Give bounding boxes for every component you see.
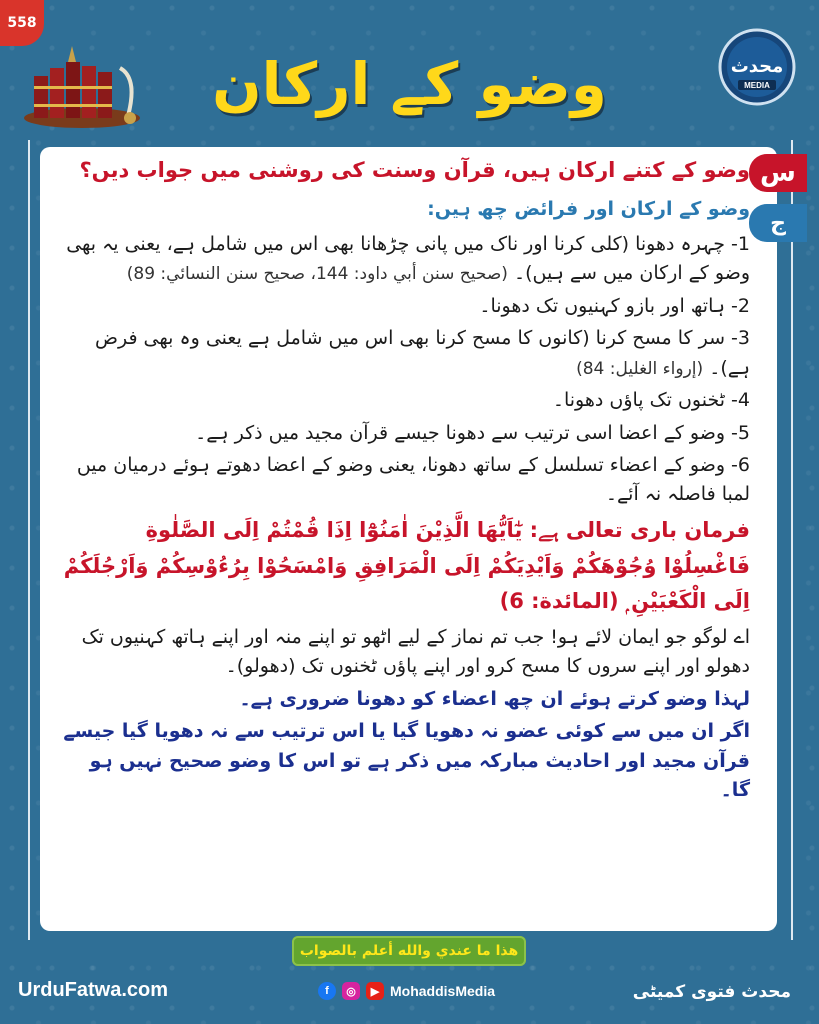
item-3-reference: (إرواء الغليل: 84) bbox=[576, 358, 704, 379]
answer-tag: ج bbox=[749, 204, 807, 242]
list-item bbox=[60, 324, 750, 383]
footer-organization: محدث فتوی کمیٹی bbox=[632, 982, 791, 1002]
list-item bbox=[60, 386, 750, 415]
mohaddis-logo bbox=[718, 28, 796, 106]
ayah-intro: فرمان باری تعالی ہے: bbox=[529, 517, 750, 542]
facebook-icon[interactable]: f bbox=[318, 982, 336, 1000]
list-item bbox=[60, 230, 750, 289]
ayah-text: يٰٓاَيُّهَا الَّذِيْنَ اٰمَنُوْٓا اِذَا قُمْتُمْ اِلَى الصَّلٰوةِ فَاغْسِلُوْا وُجُوْهَكُمْ وَاَيْدِيَكُمْ اِلَى الْمَرَافِقِ وَامْسَحُوْا بِرُءُوْسِكُمْ وَاَرْجُلَكُمْ اِلَى الْكَعْبَيْنِ ۭ bbox=[63, 517, 750, 614]
conclusion-2: اگر ان میں سے کوئی عضو نہ دھویا گیا یا اس ترتیب سے نہ دھویا گیا جیسے قرآن مجید اور احادیث مبارکہ میں ذکر ہے تو اس کا وضو صحیح نہیں ہو گا۔ bbox=[63, 720, 750, 802]
logo-text: محدث bbox=[730, 56, 784, 77]
item-5: 5- وضو کے اعضا اسی ترتیب سے دھونا جیسے قرآن مجید میں ذکر ہے۔ bbox=[195, 421, 750, 444]
list-item bbox=[60, 292, 750, 321]
closing-banner: هذا ما عندي والله أعلم بالصواب bbox=[292, 936, 526, 966]
conclusion-1: لہذا وضو کرتے ہوئے ان چھ اعضاء کو دھونا ضروری ہے۔ bbox=[239, 687, 750, 710]
logo-sub: MEDIA bbox=[744, 81, 770, 90]
answer-intro: وضو کے ارکان اور فرائض چھ ہیں: bbox=[427, 197, 750, 220]
item-1: 1- چہرہ دھونا (کلی کرنا اور ناک میں پانی چڑھانا بھی اس میں شامل ہے، یعنی یہ بھی وضو کے ارکان میں سے ہیں)۔ bbox=[66, 232, 750, 285]
question-tag: س bbox=[749, 154, 807, 192]
item-3: 3- سر کا مسح کرنا (کانوں کا مسح کرنا بھی اس میں شامل ہے یعنی وہ بھی فرض ہے)۔ bbox=[94, 327, 750, 379]
ayah-reference: (المائدة: 6) bbox=[499, 589, 619, 614]
page-number: 558 bbox=[7, 15, 37, 31]
question-text: وضو کے کتنے ارکان ہیں، قرآن وسنت کی روشنی میں جواب دیں؟ bbox=[79, 158, 750, 182]
instagram-icon[interactable]: ◎ bbox=[342, 982, 360, 1000]
footer-social bbox=[318, 982, 495, 1000]
footer-website-link[interactable]: UrduFatwa.com bbox=[18, 979, 169, 1001]
fatwa-content bbox=[60, 154, 750, 944]
item-2: 2- ہاتھ اور بازو کہنیوں تک دھونا۔ bbox=[479, 294, 750, 317]
list-item bbox=[60, 451, 750, 510]
translation-text: اے لوگو جو ایمان لائے ہو! جب تم نماز کے لیے اٹھو تو اپنے منہ اور اپنے ہاتھ کہنیوں تک دھولو اور اپنے سروں کا مسح کرو اور اپنے پاؤں ٹخنوں تک (دھولو)۔ bbox=[81, 625, 750, 678]
item-1-reference: (صحيح سنن أبي داود: 144، صحيح سنن النسائي: 89) bbox=[126, 264, 508, 285]
youtube-icon[interactable]: ▶ bbox=[366, 982, 384, 1000]
list-item bbox=[60, 419, 750, 448]
item-4: 4- ٹخنوں تک پاؤں دھونا۔ bbox=[552, 389, 750, 412]
item-6: 6- وضو کے اعضاء تسلسل کے ساتھ دھونا، یعنی وضو کے اعضا دھوتے ہوئے درمیان میں لمبا فاصلہ نہ آئے۔ bbox=[76, 454, 750, 506]
ayah-block bbox=[60, 513, 750, 620]
social-handle[interactable]: MohaddisMedia bbox=[390, 983, 496, 999]
page-title: وضو کے ارکان bbox=[212, 50, 607, 118]
